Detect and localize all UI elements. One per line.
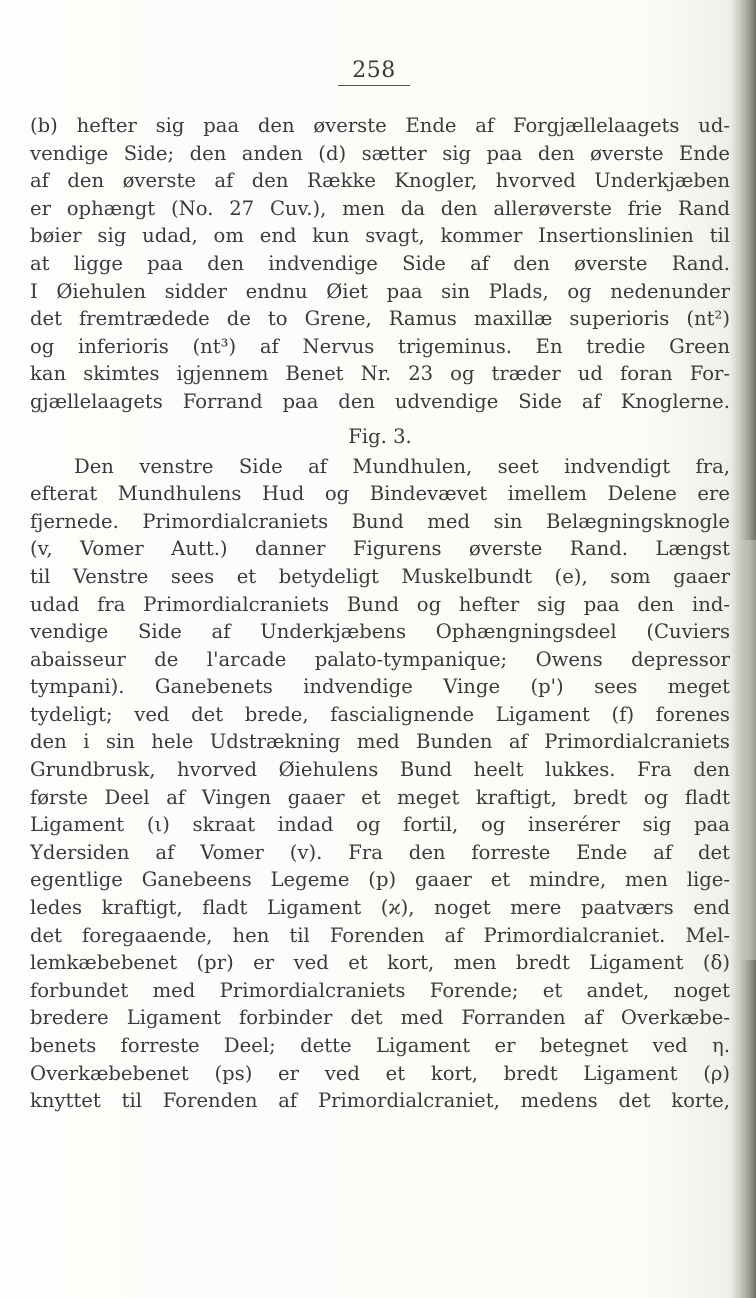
text-line: det fremtrædede de to Grene, Ramus maxillæ superioris (nt²): [30, 307, 730, 331]
text-line: til Venstre sees et betydeligt Muskelbundt (e), som gaaer: [30, 564, 730, 588]
text-line: vendige Side; den anden (d) sætter sig paa den øverste Ende: [30, 141, 730, 165]
paragraph-2: [30, 453, 730, 1115]
text-line: Den venstre Side af Mundhulen, seet indvendigt fra,: [74, 454, 730, 478]
text-line: (b) hefter sig paa den øverste Ende af Forgjællelaagets ud-: [30, 114, 730, 137]
text-line: lemkæbebenet (pr) er ved et kort, men bredt Ligament (δ): [30, 951, 730, 975]
text-line: fjernede. Primordialcraniets Bund med sin Belægningsknogle: [30, 509, 730, 533]
text-line: benets forreste Deel; dette Ligament er betegnet ved η.: [30, 1034, 730, 1057]
paragraph-1: [30, 112, 730, 416]
text-line: knyttet til Forenden af Primordialcraniet, medens det korte,: [30, 1089, 730, 1113]
text-line: efterat Mundhulens Hud og Bindevævet imellem Delene ere: [30, 482, 730, 506]
text-line: egentlige Ganebeens Legeme (p) gaaer et mindre, men lige-: [30, 868, 730, 892]
text-line: tympani). Ganebenets indvendige Vinge (p') sees meget: [30, 675, 730, 699]
text-line: I Øiehulen sidder endnu Øiet paa sin Plads, og nedenunder: [30, 279, 730, 303]
text-line: bredere Ligament forbinder det med Forranden af Overkæbe-: [30, 1006, 730, 1030]
text-line: kan skimtes igjennem Benet Nr. 23 og træder ud foran For-: [30, 362, 730, 386]
page-number: 258: [0, 58, 756, 86]
text-line: Overkæbebenet (ps) er ved et kort, bredt Ligament (ρ): [30, 1061, 730, 1085]
text-line: at ligge paa den indvendige Side af den øverste Rand.: [30, 251, 730, 275]
text-line: (v, Vomer Autt.) danner Figurens øverste Rand. Længst: [30, 537, 730, 561]
text-line: og inferioris (nt³) af Nervus trigeminus. En tredie Green: [30, 334, 730, 358]
text-line: Ligament (ι) skraat indad og fortil, og inserérer sig paa: [30, 813, 730, 837]
text-line: det foregaaende, hen til Forenden af Primordialcraniet. Mel-: [30, 923, 730, 947]
text-line: udad fra Primordialcraniets Bund og hefter sig paa den ind-: [30, 592, 730, 616]
body-text: [30, 112, 730, 1115]
text-line: bøier sig udad, om end kun svagt, kommer Insertionslinien til: [30, 224, 730, 248]
text-line: Grundbrusk, hvorved Øiehulens Bund heelt lukkes. Fra den: [30, 758, 730, 782]
text-line: af den øverste af den Række Knogler, hvorved Underkjæben: [30, 169, 730, 193]
text-line: forbundet med Primordialcraniets Forende; et andet, noget: [30, 978, 730, 1002]
text-line: abaisseur de l'arcade palato-tympanique; Owens depressor: [30, 647, 730, 671]
text-line: første Deel af Vingen gaaer et meget kraftigt, bredt og fladt: [30, 785, 730, 809]
text-line: tydeligt; ved det brede, fascialignende Ligament (f) forenes: [30, 702, 730, 726]
text-line: Ydersiden af Vomer (v). Fra den forreste Ende af det: [30, 840, 730, 864]
text-line: gjællelaagets Forrand paa den udvendige Side af Knoglerne.: [30, 389, 730, 413]
text-line: ledes kraftigt, fladt Ligament (ϰ), noget mere paatværs end: [30, 896, 730, 920]
text-line: vendige Side af Underkjæbens Ophængningsdeel (Cuviers: [30, 620, 730, 644]
page-edge-mark: [736, 540, 756, 960]
text-line: er ophængt (No. 27 Cuv.), men da den allerøverste frie Rand: [30, 196, 730, 220]
text-line: den i sin hele Udstrækning med Bunden af Primordialcraniets: [30, 730, 730, 754]
figure-heading: Fig. 3.: [348, 424, 412, 448]
